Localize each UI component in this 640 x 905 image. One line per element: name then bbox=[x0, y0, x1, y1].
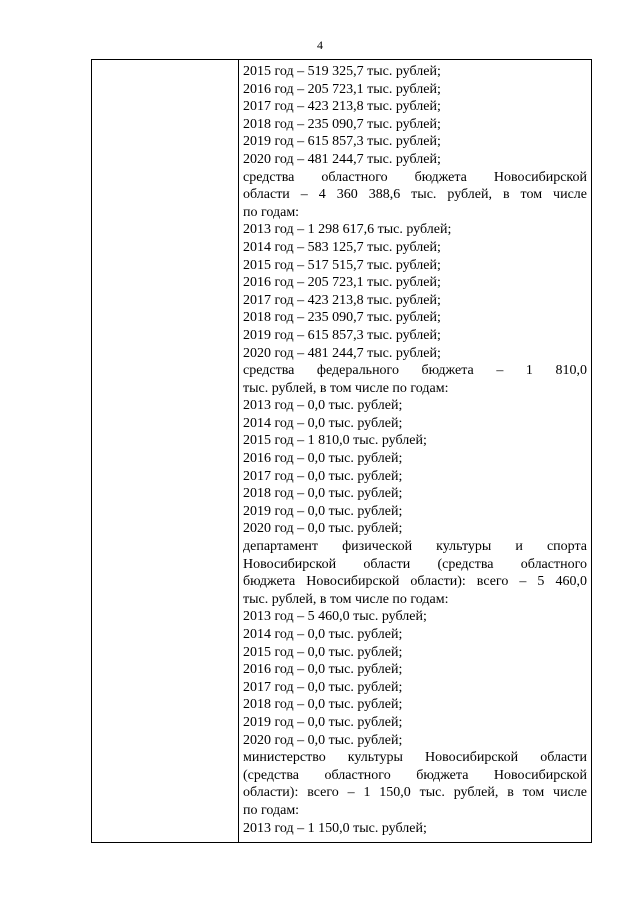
text-line: 2015 год – 1 810,0 тыс. рублей; bbox=[243, 433, 427, 449]
text-line: 2017 год – 423 213,8 тыс. рублей; bbox=[243, 292, 441, 308]
text-line: бюджета Новосибирской области): всего – 5 460,0 bbox=[243, 574, 587, 590]
page-number: 4 bbox=[317, 38, 323, 52]
text-line: 2013 год – 5 460,0 тыс. рублей; bbox=[243, 609, 427, 625]
table-cell-left bbox=[92, 60, 238, 842]
table-cell-right bbox=[243, 63, 587, 837]
text-line: 2020 год – 0,0 тыс. рублей; bbox=[243, 521, 403, 537]
text-line: 2016 год – 205 723,1 тыс. рублей; bbox=[243, 275, 441, 291]
text-line: 2014 год – 583 125,7 тыс. рублей; bbox=[243, 239, 441, 255]
text-line: 2020 год – 0,0 тыс. рублей; bbox=[243, 732, 403, 748]
text-line: 2020 год – 481 244,7 тыс. рублей; bbox=[243, 151, 441, 167]
text-line: по годам: bbox=[243, 204, 300, 220]
text-line: 2017 год – 0,0 тыс. рублей; bbox=[243, 679, 403, 695]
text-line: по годам: bbox=[243, 802, 300, 818]
text-line: 2019 год – 0,0 тыс. рублей; bbox=[243, 503, 403, 519]
text-line: 2019 год – 0,0 тыс. рублей; bbox=[243, 714, 403, 730]
text-line: 2019 год – 615 857,3 тыс. рублей; bbox=[243, 327, 441, 343]
text-line: министерство культуры Новосибирской области bbox=[243, 750, 587, 766]
text-line: департамент физической культуры и спорта bbox=[243, 539, 587, 555]
text-line: 2018 год – 235 090,7 тыс. рублей; bbox=[243, 310, 441, 326]
text-line: 2017 год – 0,0 тыс. рублей; bbox=[243, 468, 403, 484]
text-line: области – 4 360 388,6 тыс. рублей, в том числе bbox=[243, 187, 587, 203]
text-line: 2018 год – 0,0 тыс. рублей; bbox=[243, 486, 403, 502]
text-line: тыс. рублей, в том числе по годам: bbox=[243, 591, 449, 607]
text-line: 2018 год – 235 090,7 тыс. рублей; bbox=[243, 116, 441, 132]
text-line: 2016 год – 0,0 тыс. рублей; bbox=[243, 451, 403, 467]
text-line: (средства областного бюджета Новосибирской bbox=[243, 767, 587, 783]
text-line: 2013 год – 0,0 тыс. рублей; bbox=[243, 398, 403, 414]
text-line: 2013 год – 1 150,0 тыс. рублей; bbox=[243, 820, 427, 836]
text-line: 2014 год – 0,0 тыс. рублей; bbox=[243, 627, 403, 642]
text-line: 2018 год – 0,0 тыс. рублей; bbox=[243, 697, 403, 713]
text-line: средства областного бюджета Новосибирской bbox=[243, 169, 587, 185]
text-line: 2015 год – 517 515,7 тыс. рублей; bbox=[243, 257, 441, 273]
text-line: 2019 год – 615 857,3 тыс. рублей; bbox=[243, 134, 441, 150]
text-line: 2014 год – 0,0 тыс. рублей; bbox=[243, 415, 403, 431]
text-line: 2015 год – 0,0 тыс. рублей; bbox=[243, 644, 403, 660]
text-line: средства федерального бюджета – 1 810,0 bbox=[243, 363, 587, 379]
funding-table bbox=[91, 59, 592, 843]
text-line: Новосибирской области (средства областного bbox=[243, 556, 587, 572]
text-line: 2013 год – 1 298 617,6 тыс. рублей; bbox=[243, 222, 452, 238]
text-line: 2016 год – 205 723,1 тыс. рублей; bbox=[243, 81, 441, 97]
text-line: тыс. рублей, в том числе по годам: bbox=[243, 380, 449, 396]
text-line: 2016 год – 0,0 тыс. рублей; bbox=[243, 662, 403, 678]
text-line: 2017 год – 423 213,8 тыс. рублей; bbox=[243, 99, 441, 115]
text-line: области): всего – 1 150,0 тыс. рублей, в том числе bbox=[243, 785, 587, 801]
text-line: 2020 год – 481 244,7 тыс. рублей; bbox=[243, 345, 441, 361]
column-divider bbox=[238, 60, 239, 842]
text-line: 2015 год – 519 325,7 тыс. рублей; bbox=[243, 64, 441, 79]
